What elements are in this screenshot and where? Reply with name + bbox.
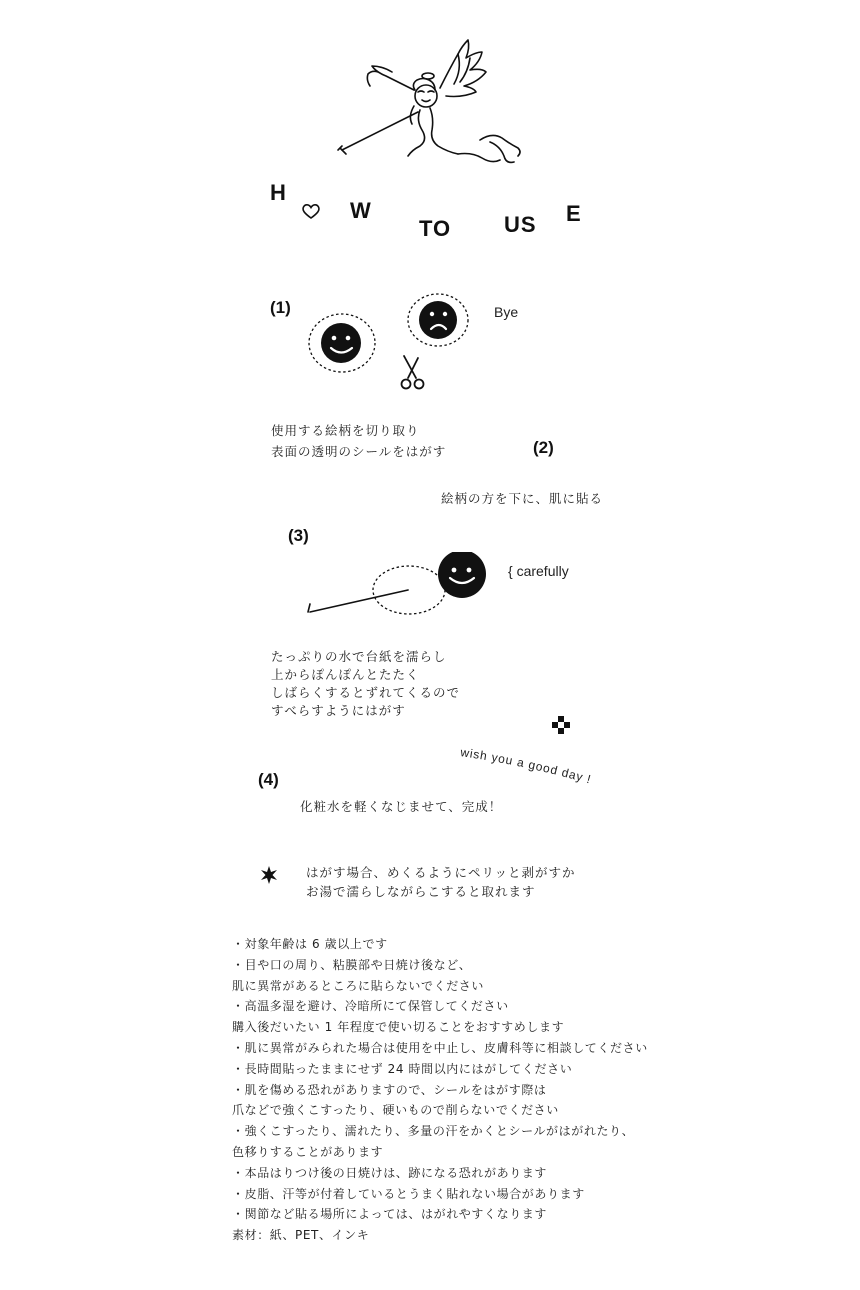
caution-notes <box>232 934 648 1246</box>
note-line: 色移りすることがあります <box>232 1144 384 1159</box>
title-letter-e: E <box>566 201 582 226</box>
removal-tip-line2: お湯で濡らしながらこすると取れます <box>306 884 536 899</box>
note-line: ・肌に異常がみられた場合は使用を中止し、皮膚科等に相談してください <box>232 1040 648 1055</box>
removal-tip-line1: はがす場合、めくるようにペリッと剥がすか <box>306 865 576 880</box>
step3-carefully-text: { carefully <box>508 563 569 579</box>
note-line: ・高温多湿を避け、冷暗所にて保管してください <box>232 999 509 1014</box>
note-line: 肌に異常があるところに貼らないでください <box>232 978 485 993</box>
step3-instruction-line1: たっぷりの水で台紙を濡らし <box>271 649 447 664</box>
step1-number: (1) <box>270 298 291 317</box>
note-line: 爪などで強くこすったり、硬いもので削らないでください <box>232 1103 559 1118</box>
note-line: ・目や口の周り、粘膜部や日焼け後など、 <box>232 957 472 972</box>
step3-instruction-line4: すべらすようにはがす <box>271 703 406 718</box>
note-line: ・肌を傷める恐れがありますので、シールをはがす際は <box>232 1082 547 1097</box>
star-bullet-icon <box>260 866 278 884</box>
title-word-us: US <box>504 212 537 237</box>
scissors-icon <box>394 354 430 394</box>
heart-outline-icon <box>302 203 320 219</box>
step1-instruction-line1: 使用する絵柄を切り取り <box>271 423 420 438</box>
note-line: ・関節など貼る場所によっては、はがれやすくなります <box>232 1207 548 1222</box>
step4-instruction: 化粧水を軽くなじませて、完成！ <box>300 799 503 814</box>
sad-face-sticker-icon <box>404 290 472 350</box>
step2-number: (2) <box>533 438 554 457</box>
step3-instruction-line2: 上からぽんぽんとたたく <box>271 667 420 682</box>
wish-text: wish you a good day ! <box>459 745 594 787</box>
svg-text:wish you a good day ! <box>459 745 593 787</box>
note-line: ・本品はりつけ後の日焼けは、跡になる恐れがあります <box>232 1165 548 1180</box>
step4-number: (4) <box>258 770 279 789</box>
note-line: ・対象年齢は 6 歳以上です <box>232 937 388 951</box>
happy-face-sticker-icon <box>304 310 380 376</box>
step1-instruction-line2: 表面の透明のシールをはがす <box>271 444 447 459</box>
step3-instruction-line3: しばらくするとずれてくるので <box>271 685 461 700</box>
wish-curved-text <box>450 730 610 800</box>
note-line: ・強くこすったり、濡れたり、多量の汗をかくとシールがはがれたり、 <box>232 1124 635 1139</box>
title-letter-w: W <box>350 198 372 223</box>
peeling-sticker-illustration <box>304 552 504 622</box>
step2-instruction: 絵柄の方を下に、肌に貼る <box>441 491 604 506</box>
note-line: ・長時間貼ったままにせず 24 時間以内にはがしてください <box>232 1061 573 1076</box>
step1-bye-text: Bye <box>494 304 519 320</box>
step3-number: (3) <box>288 526 309 545</box>
note-line: 素材：紙、PET、インキ <box>232 1228 370 1243</box>
title-letter-h: H <box>270 180 287 205</box>
note-line: 購入後だいたい 1 年程度で使い切ることをおすすめします <box>232 1020 565 1035</box>
note-line: ・皮脂、汗等が付着しているとうまく貼れない場合があります <box>232 1186 585 1201</box>
angel-illustration <box>330 30 530 180</box>
title-word-to: TO <box>419 216 452 241</box>
